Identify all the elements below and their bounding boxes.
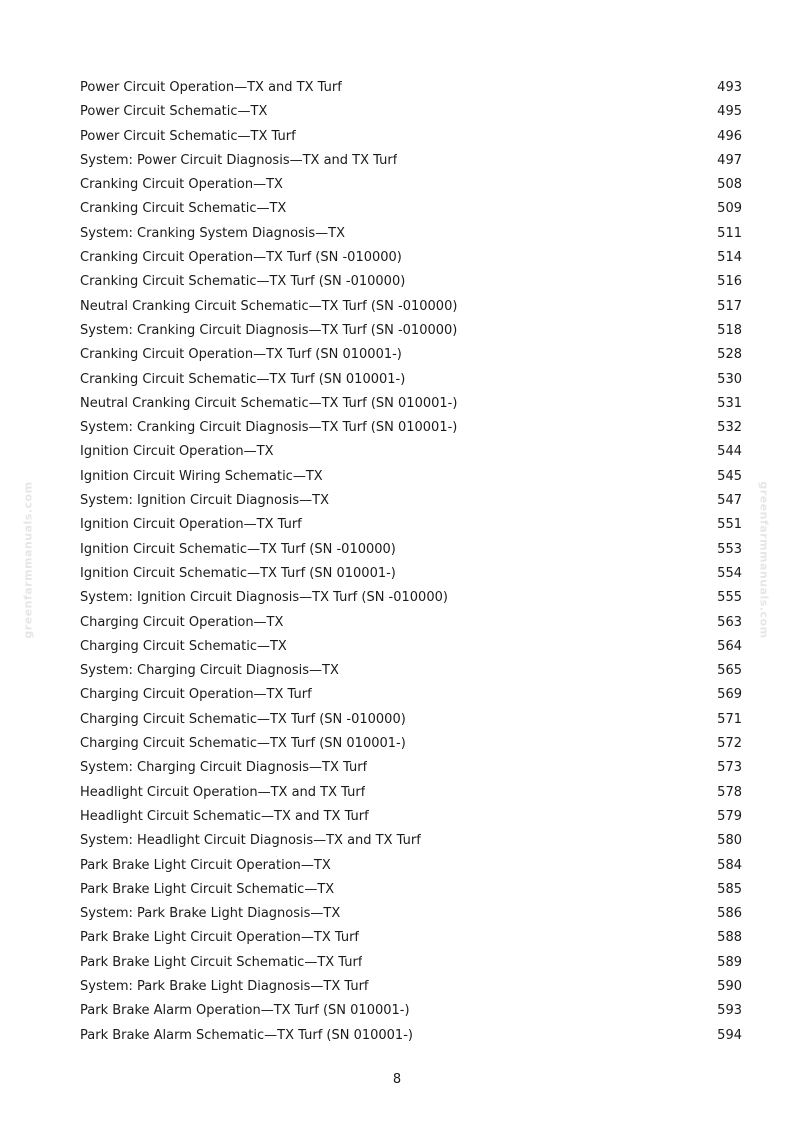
toc-entry[interactable]: [80, 902, 742, 926]
toc-entry[interactable]: [80, 562, 742, 586]
toc-entry[interactable]: [80, 125, 742, 149]
toc-entry-page-number: 496: [717, 128, 742, 144]
toc-entry-page-number: 547: [717, 493, 742, 509]
toc-entry-page-number: 495: [717, 104, 742, 120]
toc-entry[interactable]: [80, 975, 742, 999]
toc-entry[interactable]: [80, 270, 742, 294]
toc-entry[interactable]: [80, 951, 742, 975]
toc-entry-title: Ignition Circuit Operation—TX: [80, 444, 274, 460]
toc-entry[interactable]: [80, 1024, 742, 1048]
toc-entry-page-number: 508: [717, 177, 742, 193]
toc-entry-page-number: 563: [717, 614, 742, 630]
toc-entry-page-number: 573: [717, 760, 742, 776]
toc-entry-title: Park Brake Light Circuit Schematic—TX Turf: [80, 954, 363, 970]
toc-entry[interactable]: [80, 149, 742, 173]
toc-entry[interactable]: [80, 368, 742, 392]
toc-entry[interactable]: [80, 76, 742, 100]
toc-entry-page-number: 532: [717, 420, 742, 436]
toc-entry-title: Neutral Cranking Circuit Schematic—TX Turf (SN 010001-): [80, 395, 458, 411]
toc-entry-title: System: Ignition Circuit Diagnosis—TX: [80, 493, 329, 509]
toc-entry-title: System: Headlight Circuit Diagnosis—TX and TX Turf: [80, 833, 421, 849]
toc-entry[interactable]: [80, 100, 742, 124]
toc-entry-page-number: 578: [717, 784, 742, 800]
toc-entry[interactable]: [80, 732, 742, 756]
toc-entry-title: Charging Circuit Operation—TX Turf: [80, 687, 312, 703]
toc-entry-page-number: 497: [717, 152, 742, 168]
toc-entry-title: System: Cranking System Diagnosis—TX: [80, 225, 346, 241]
toc-entry-title: Power Circuit Schematic—TX Turf: [80, 128, 296, 144]
toc-entry-title: System: Charging Circuit Diagnosis—TX: [80, 663, 339, 679]
toc-entry[interactable]: [80, 440, 742, 464]
toc-entry[interactable]: [80, 416, 742, 440]
toc-entry-title: Park Brake Light Circuit Operation—TX Turf: [80, 930, 360, 946]
toc-entry[interactable]: [80, 611, 742, 635]
toc-entry-page-number: 517: [717, 298, 742, 314]
toc-entry[interactable]: [80, 246, 742, 270]
toc-entry-page-number: 514: [717, 250, 742, 266]
toc-entry-title: Park Brake Light Circuit Schematic—TX: [80, 881, 335, 897]
toc-entry[interactable]: [80, 319, 742, 343]
toc-entry-page-number: 528: [717, 347, 742, 363]
toc-entry[interactable]: [80, 586, 742, 610]
toc-entry[interactable]: [80, 926, 742, 950]
toc-entry-page-number: 544: [717, 444, 742, 460]
toc-entry-title: Cranking Circuit Operation—TX: [80, 177, 283, 193]
toc-entry-title: Ignition Circuit Operation—TX Turf: [80, 517, 302, 533]
toc-entry-title: System: Power Circuit Diagnosis—TX and TX Turf: [80, 152, 398, 168]
toc-entry-title: Park Brake Alarm Operation—TX Turf (SN 010001-): [80, 1003, 410, 1019]
toc-entry[interactable]: [80, 513, 742, 537]
toc-entry-page-number: 516: [717, 274, 742, 290]
toc-entry[interactable]: [80, 659, 742, 683]
toc-entry-title: Power Circuit Operation—TX and TX Turf: [80, 80, 342, 95]
toc-entry-page-number: 554: [717, 565, 742, 581]
toc-entry-title: System: Ignition Circuit Diagnosis—TX Turf (SN -010000): [80, 590, 448, 606]
toc-entry-page-number: 579: [717, 808, 742, 824]
toc-entry-title: Cranking Circuit Schematic—TX Turf (SN -010000): [80, 274, 406, 290]
toc-entry-title: Ignition Circuit Wiring Schematic—TX: [80, 468, 323, 484]
toc-entry-page-number: 585: [717, 881, 742, 897]
toc-entry-page-number: 572: [717, 736, 742, 752]
toc-entry-title: Ignition Circuit Schematic—TX Turf (SN -010000): [80, 541, 396, 557]
toc-entry-title: Park Brake Alarm Schematic—TX Turf (SN 010001-): [80, 1027, 413, 1043]
toc-entry-title: Cranking Circuit Operation—TX Turf (SN -010000): [80, 250, 402, 266]
toc-entry[interactable]: [80, 222, 742, 246]
toc-entry-page-number: 569: [717, 687, 742, 703]
page-number: 8: [392, 1072, 402, 1087]
toc-entry[interactable]: [80, 683, 742, 707]
toc-entry[interactable]: [80, 173, 742, 197]
toc-entry-page-number: 584: [717, 857, 742, 873]
toc-entry[interactable]: [80, 538, 742, 562]
toc-entry-page-number: 555: [717, 590, 742, 606]
toc-entry[interactable]: [80, 295, 742, 319]
watermark-left: greenfarmmanuals.com: [21, 481, 35, 639]
toc-entry-title: Charging Circuit Operation—TX: [80, 614, 284, 630]
toc-entry-page-number: 590: [717, 978, 742, 994]
toc-entry-title: System: Park Brake Light Diagnosis—TX Turf: [80, 978, 369, 994]
toc-entry[interactable]: [80, 635, 742, 659]
toc-entry-title: Charging Circuit Schematic—TX: [80, 638, 287, 654]
toc-entry[interactable]: [80, 854, 742, 878]
toc-entry[interactable]: [80, 197, 742, 221]
toc-entry[interactable]: [80, 999, 742, 1023]
toc-entry-title: Park Brake Light Circuit Operation—TX: [80, 857, 331, 873]
toc-entry-page-number: 553: [717, 541, 742, 557]
toc-entry-page-number: 511: [717, 225, 742, 241]
toc-entry-title: Charging Circuit Schematic—TX Turf (SN 010001-): [80, 736, 406, 752]
toc-entry[interactable]: [80, 878, 742, 902]
toc-entry-title: Charging Circuit Schematic—TX Turf (SN -010000): [80, 711, 406, 727]
toc-entry-page-number: 564: [717, 638, 742, 654]
toc-entry-page-number: 580: [717, 833, 742, 849]
toc-entry-title: Headlight Circuit Operation—TX and TX Turf: [80, 784, 366, 800]
toc-entry[interactable]: [80, 781, 742, 805]
toc-entry-title: Cranking Circuit Operation—TX Turf (SN 010001-): [80, 347, 402, 363]
toc-entry-page-number: 545: [717, 468, 742, 484]
toc-entry-title: Ignition Circuit Schematic—TX Turf (SN 010001-): [80, 565, 396, 581]
toc-entry[interactable]: [80, 343, 742, 367]
toc-entry-page-number: 594: [717, 1027, 742, 1043]
toc-entry[interactable]: [80, 489, 742, 513]
toc-entry[interactable]: [80, 392, 742, 416]
toc-entry-title: Cranking Circuit Schematic—TX Turf (SN 010001-): [80, 371, 406, 387]
toc-entry-page-number: 518: [717, 322, 742, 338]
toc-entry[interactable]: [80, 756, 742, 780]
toc-entry-page-number: 589: [717, 954, 742, 970]
watermark-right: greenfarmmanuals.com: [757, 481, 771, 639]
toc-entry-title: Neutral Cranking Circuit Schematic—TX Turf (SN -010000): [80, 298, 458, 314]
toc-entry-page-number: 531: [717, 395, 742, 411]
toc-entry-title: Power Circuit Schematic—TX: [80, 104, 268, 120]
toc-entry-page-number: 530: [717, 371, 742, 387]
toc-entry[interactable]: [80, 805, 742, 829]
toc-entry-title: System: Cranking Circuit Diagnosis—TX Turf (SN -010000): [80, 322, 458, 338]
toc-entry-title: Cranking Circuit Schematic—TX: [80, 201, 287, 217]
toc-entry-page-number: 551: [717, 517, 742, 533]
toc-entry-page-number: 588: [717, 930, 742, 946]
toc-entry-title: System: Charging Circuit Diagnosis—TX Turf: [80, 760, 368, 776]
toc-entry-page-number: 509: [717, 201, 742, 217]
toc-entry-page-number: 565: [717, 663, 742, 679]
toc-entry-title: System: Park Brake Light Diagnosis—TX: [80, 906, 341, 922]
toc-entry-title: Headlight Circuit Schematic—TX and TX Turf: [80, 808, 369, 824]
toc-entry-page-number: 571: [717, 711, 742, 727]
toc-entry[interactable]: [80, 829, 742, 853]
toc-entry-page-number: 493: [717, 80, 742, 95]
toc-entry-page-number: 586: [717, 906, 742, 922]
toc-entry[interactable]: [80, 708, 742, 732]
toc-entry-title: System: Cranking Circuit Diagnosis—TX Turf (SN 010001-): [80, 420, 458, 436]
table-of-contents: [80, 76, 742, 1048]
toc-entry[interactable]: [80, 465, 742, 489]
toc-entry-page-number: 593: [717, 1003, 742, 1019]
